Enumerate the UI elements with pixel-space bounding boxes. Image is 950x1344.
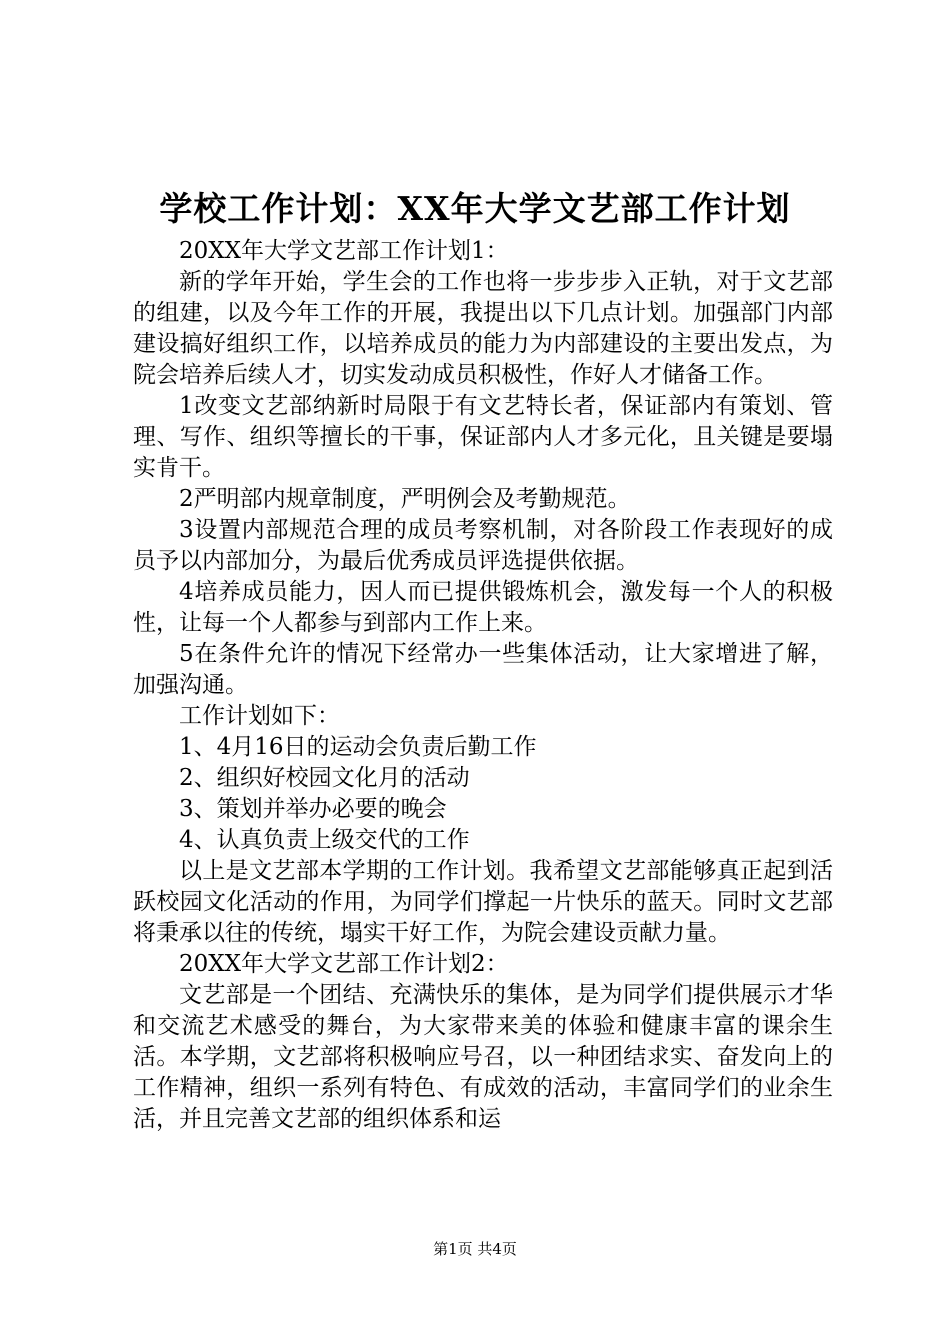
plan-point-3: 3设置内部规范合理的成员考察机制，对各阶段工作表现好的成员予以内部加分，为最后优秀成员评选提供依据。 xyxy=(133,517,833,574)
plan-point-5: 5在条件允许的情况下经常办一些集体活动，让大家增进了解，加强沟通。 xyxy=(133,641,833,698)
page-footer: 第1页 共4页 xyxy=(433,1240,517,1258)
plan-point-2: 2严明部内规章制度，严明例会及考勤规范。 xyxy=(179,486,631,512)
plan-point-1: 1改变文艺部纳新时局限于有文艺特长者，保证部内有策划、管理、写作、组织等擅长的干事，保证部内人才多元化，且关键是要塌实肯干。 xyxy=(133,393,833,481)
work-item-3: 3、策划并举办必要的晚会 xyxy=(179,796,447,822)
document-body xyxy=(133,236,833,1135)
summary-paragraph: 以上是文艺部本学期的工作计划。我希望文艺部能够真正起到活跃校园文化活动的作用，为同学们撑起一片快乐的蓝天。同时文艺部将秉承以往的传统，塌实干好工作，为院会建设贡献力量。 xyxy=(133,858,833,946)
work-item-4: 4、认真负责上级交代的工作 xyxy=(179,827,470,853)
work-item-1: 1、4月16日的运动会负责后勤工作 xyxy=(179,734,537,760)
intro-paragraph: 新的学年开始，学生会的工作也将一步步步入正轨，对于文艺部的组建，以及今年工作的开展，我提出以下几点计划。加强部门内部建设搞好组织工作，以培养成员的能力为内部建设的主要出发点，为院会培养后续人才，切实发动成员积极性，作好人才储备工作。 xyxy=(133,269,833,388)
document-title: 学校工作计划：XX年大学文艺部工作计划 xyxy=(159,189,791,228)
section-heading-plan-1: 20XX年大学文艺部工作计划1： xyxy=(179,238,509,264)
plan-point-4: 4培养成员能力，因人而已提供锻炼机会，激发每一个人的积极性，让每一个人都参与到部内工作上来。 xyxy=(133,579,833,636)
work-plan-heading: 工作计划如下： xyxy=(179,703,340,729)
section-heading-plan-2: 20XX年大学文艺部工作计划2： xyxy=(179,951,509,977)
plan-2-intro-paragraph: 文艺部是一个团结、充满快乐的集体，是为同学们提供展示才华和交流艺术感受的舞台，为大家带来美的体验和健康丰富的课余生活。本学期，文艺部将积极响应号召，以一种团结求实、奋发向上的工作精神，组织一系列有特色、有成效的活动，丰富同学们的业余生活，并且完善文艺部的组织体系和运 xyxy=(133,982,833,1132)
work-item-2: 2、组织好校园文化月的活动 xyxy=(179,765,470,791)
